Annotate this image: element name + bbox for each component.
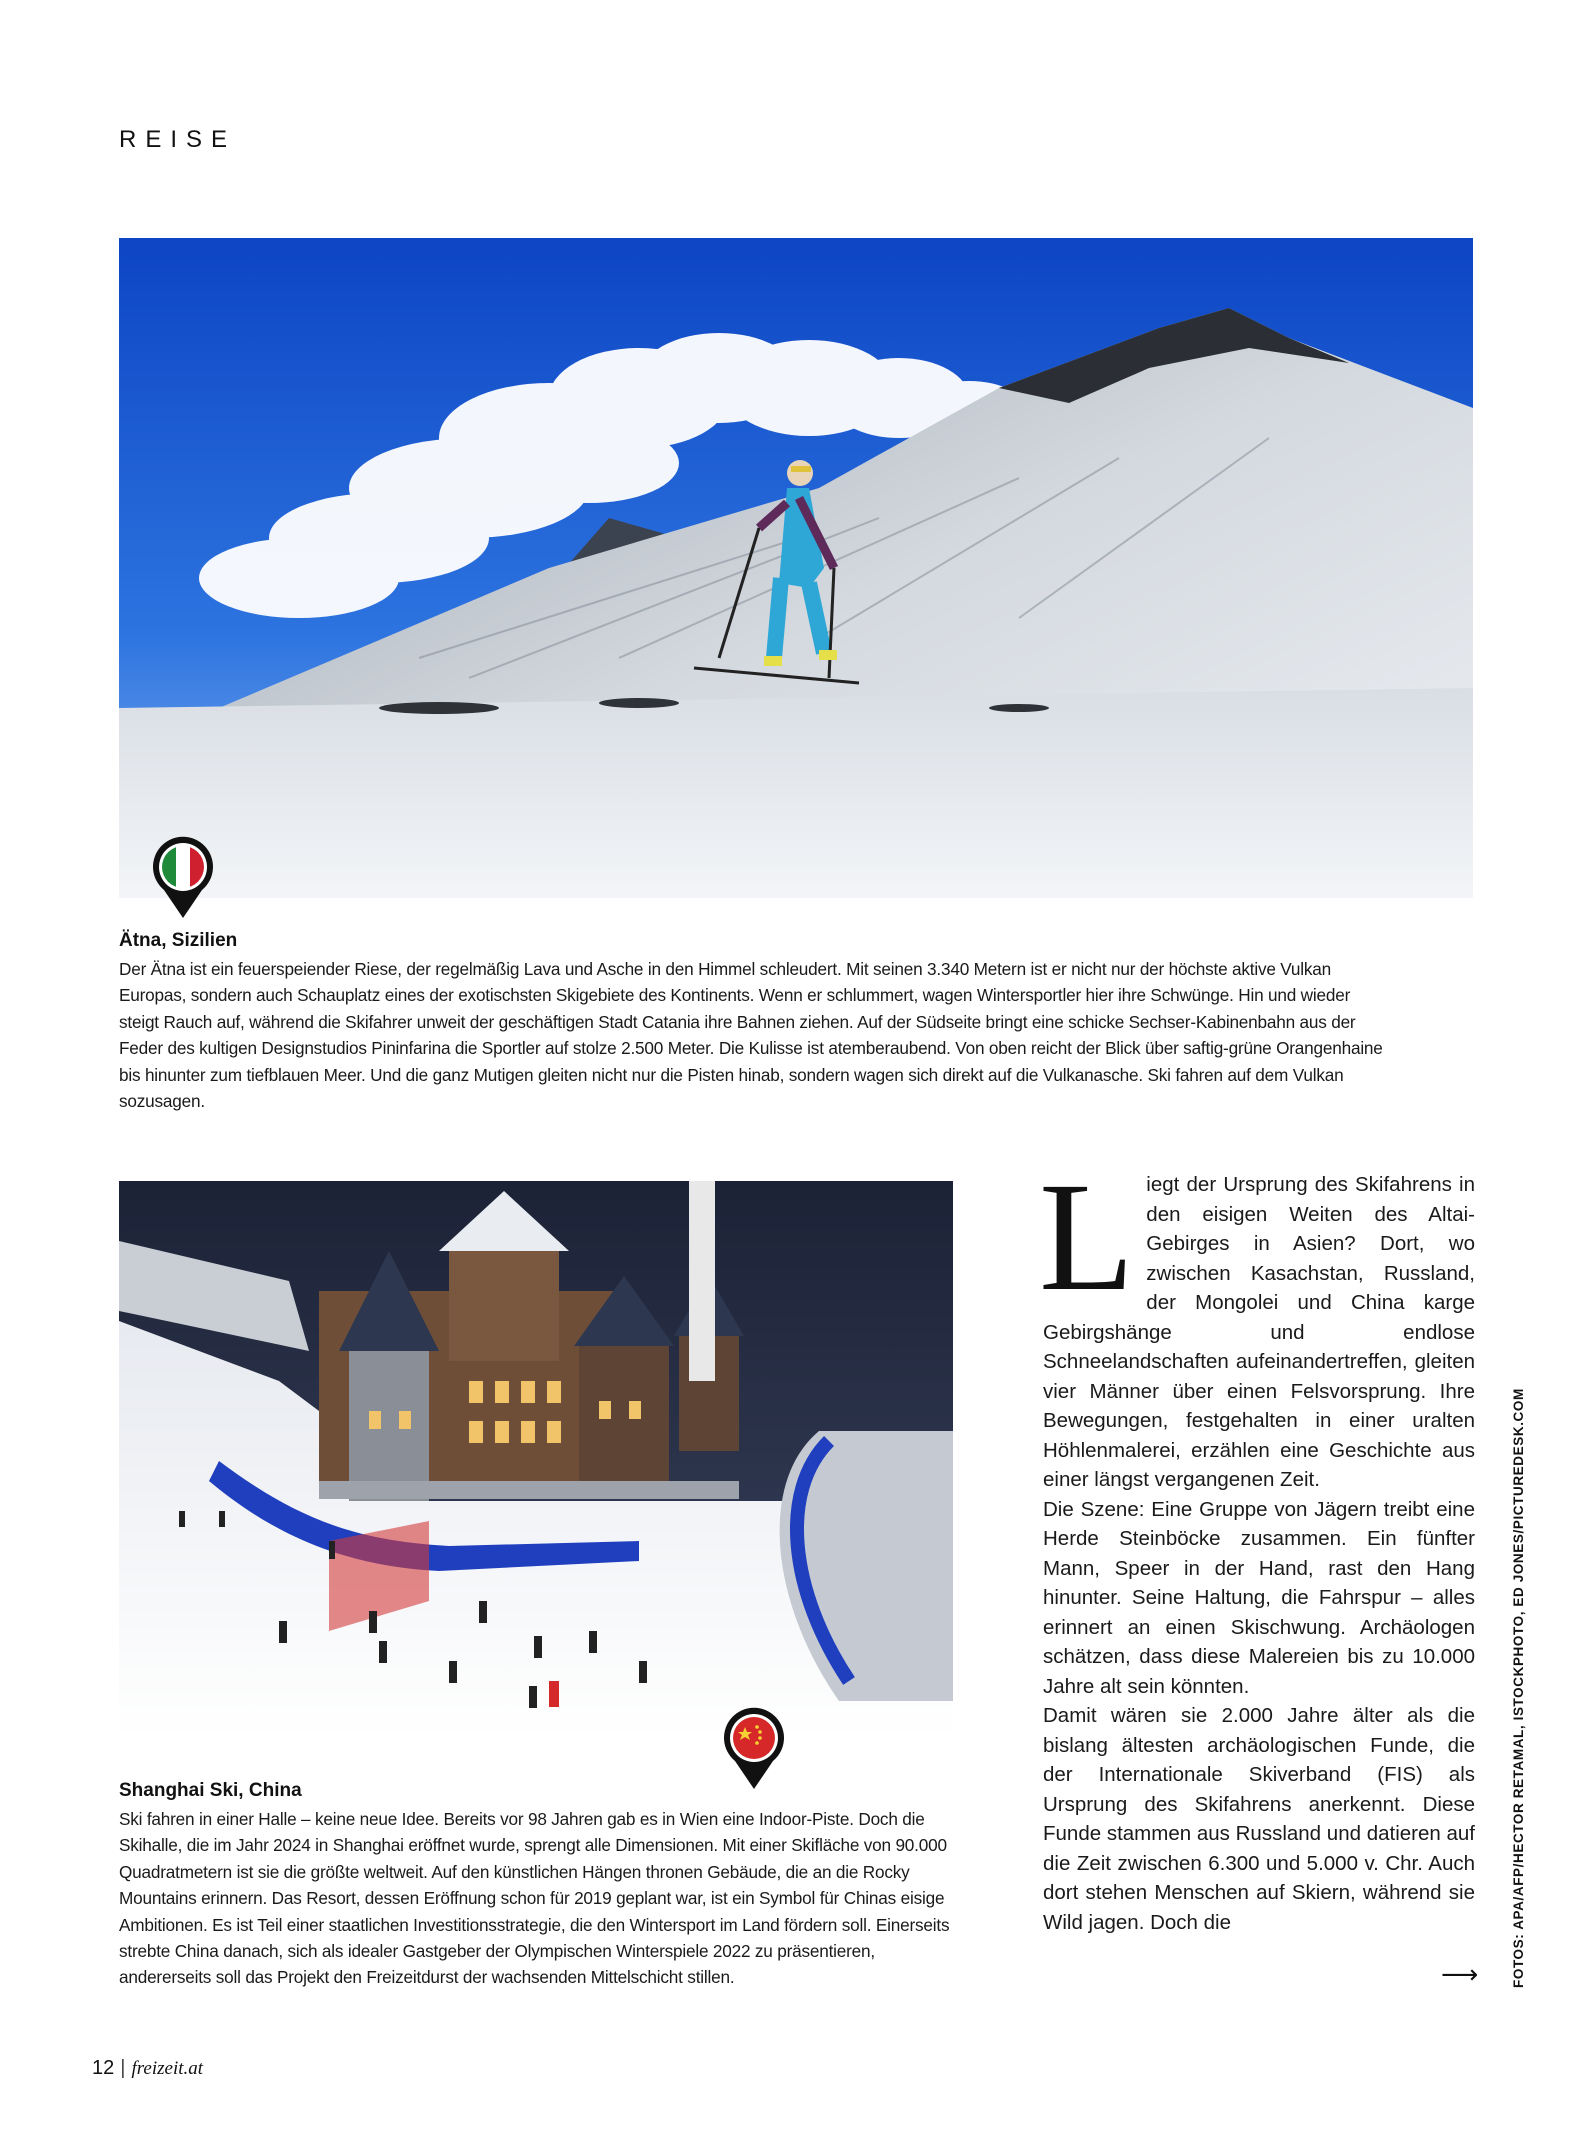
shanghai-photo — [119, 1181, 953, 1739]
italy-flag-pin-icon — [150, 834, 216, 920]
etna-caption-text: Der Ätna ist ein feuerspeiender Riese, der regelmäßig Lava und Asche in den Himmel schleudert. Mit seinen 3.340 Metern ist er nicht nur der höchste aktive Vulkan Europas, sondern auch Schauplatz eines der exotischsten Skigebiete des Kontinents. Wenn er schlummert, wagen Wintersportler hier ihre Schwünge. Hin und wieder steigt Rauch auf, während die Skifahrer unweit der geschäftigen Stadt Catania ihre Bahnen ziehen. Auf der Südseite bringt eine schicke Sechser-Kabinenbahn aus der Feder des kultigen Designstudios Pininfarina die Sportler auf stolze 2.500 Meter. Die Kulisse ist atemberaubend. Von oben reicht der Blick über saftig-grüne Orangenhaine bis hinunter zum tiefblauen Meer. Und die ganz Mutigen gleiten nicht nur die Pisten hinab, sondern wagen sich direkt auf die Vulkanasche. Ski fahren auf dem Vulkan sozusagen. — [119, 959, 1383, 1112]
article-paragraph-3: Damit wären sie 2.000 Jahre älter als die bislang ältesten archäologischen Funde, die der Internationale Skiverband (FIS) als Ursprung des Skifahrens anerkennt. Diese Funde stammen aus Russland und datieren auf die Zeit zwischen 6.300 und 5.000 v. Chr. Auch dort stehen Menschen auf Skiern, während sie Wild jagen. Doch die — [1043, 1704, 1475, 1934]
shanghai-caption-title: Shanghai Ski, China — [119, 1780, 302, 1801]
article-body — [1039, 1150, 1475, 1937]
drop-cap: L — [1039, 1150, 1135, 1323]
footer-separator: | — [120, 2057, 126, 2079]
section-label: REISE — [119, 126, 237, 153]
page-footer — [92, 2057, 203, 2080]
etna-photo — [119, 238, 1473, 898]
photo-credits: FOTOS: APA/AFP/HECTOR RETAMAL, ISTOCKPHOTO, ED JONES/PICTUREDESK.COM — [1511, 1388, 1526, 1988]
shanghai-caption-text: Ski fahren in einer Halle – keine neue Idee. Bereits vor 98 Jahren gab es in Wien eine Indoor-Piste. Doch die Skihalle, die im Jahr 2024 in Shanghai eröffnet wurde, sprengt alle Dimensionen. Mit einer Skifläche von 90.000 Quadratmetern ist sie die größte weltweit. Auf den künstlichen Hängen thronen Gebäude, die an die Rocky Mountains erinnern. Das Resort, dessen Eröffnung schon für 2019 geplant war, ist ein Symbol für Chinas eisige Ambitionen. Es ist Teil einer staatlichen Investitionsstrategie, die den Wintersport im Land fördern soll. Einerseits strebte China danach, sich als idealer Gastgeber der Olympischen Winterspiele 2022 zu präsentieren, andererseits soll das Projekt den Freizeitdurst der wachsenden Mittelschicht stillen. — [119, 1809, 950, 1988]
page-number: 12 — [92, 2057, 115, 2079]
etna-caption — [119, 930, 1389, 1114]
shanghai-caption — [119, 1780, 959, 1991]
etna-caption-title: Ätna, Sizilien — [119, 930, 238, 951]
continue-arrow-icon: ⟶ — [1441, 1959, 1479, 1989]
brand-link[interactable]: freizeit.at — [131, 2058, 204, 2079]
article-paragraph-2: Die Szene: Eine Gruppe von Jägern treibt eine Herde Steinböcke zusammen. Ein fünfter Mann, Speer in der Hand, rast den Hang hinunter. Seine Haltung, die Fahrspur – alles erinnert an einen Skischwung. Archäologen schätzen, dass diese Malereien bis zu 10.000 Jahre alt sein könnten. — [1043, 1497, 1475, 1698]
article-paragraph-1: iegt der Ursprung des Skifahrens in den eisigen Weiten des Altai-Gebirges in Asien? Dort, wo zwischen Kasachstan, Russland, der Mongolei und China karge Gebirgshänge und endlose Schneelandschaften aufeinandertreffen, gleiten vier Männer über einen Felsvorsprung. Ihre Bewegungen, festgehalten in einer uralten Höhlenmalerei, erzählen eine Geschichte aus einer längst vergangenen Zeit. — [1043, 1173, 1475, 1491]
china-flag-pin-icon — [721, 1705, 787, 1791]
